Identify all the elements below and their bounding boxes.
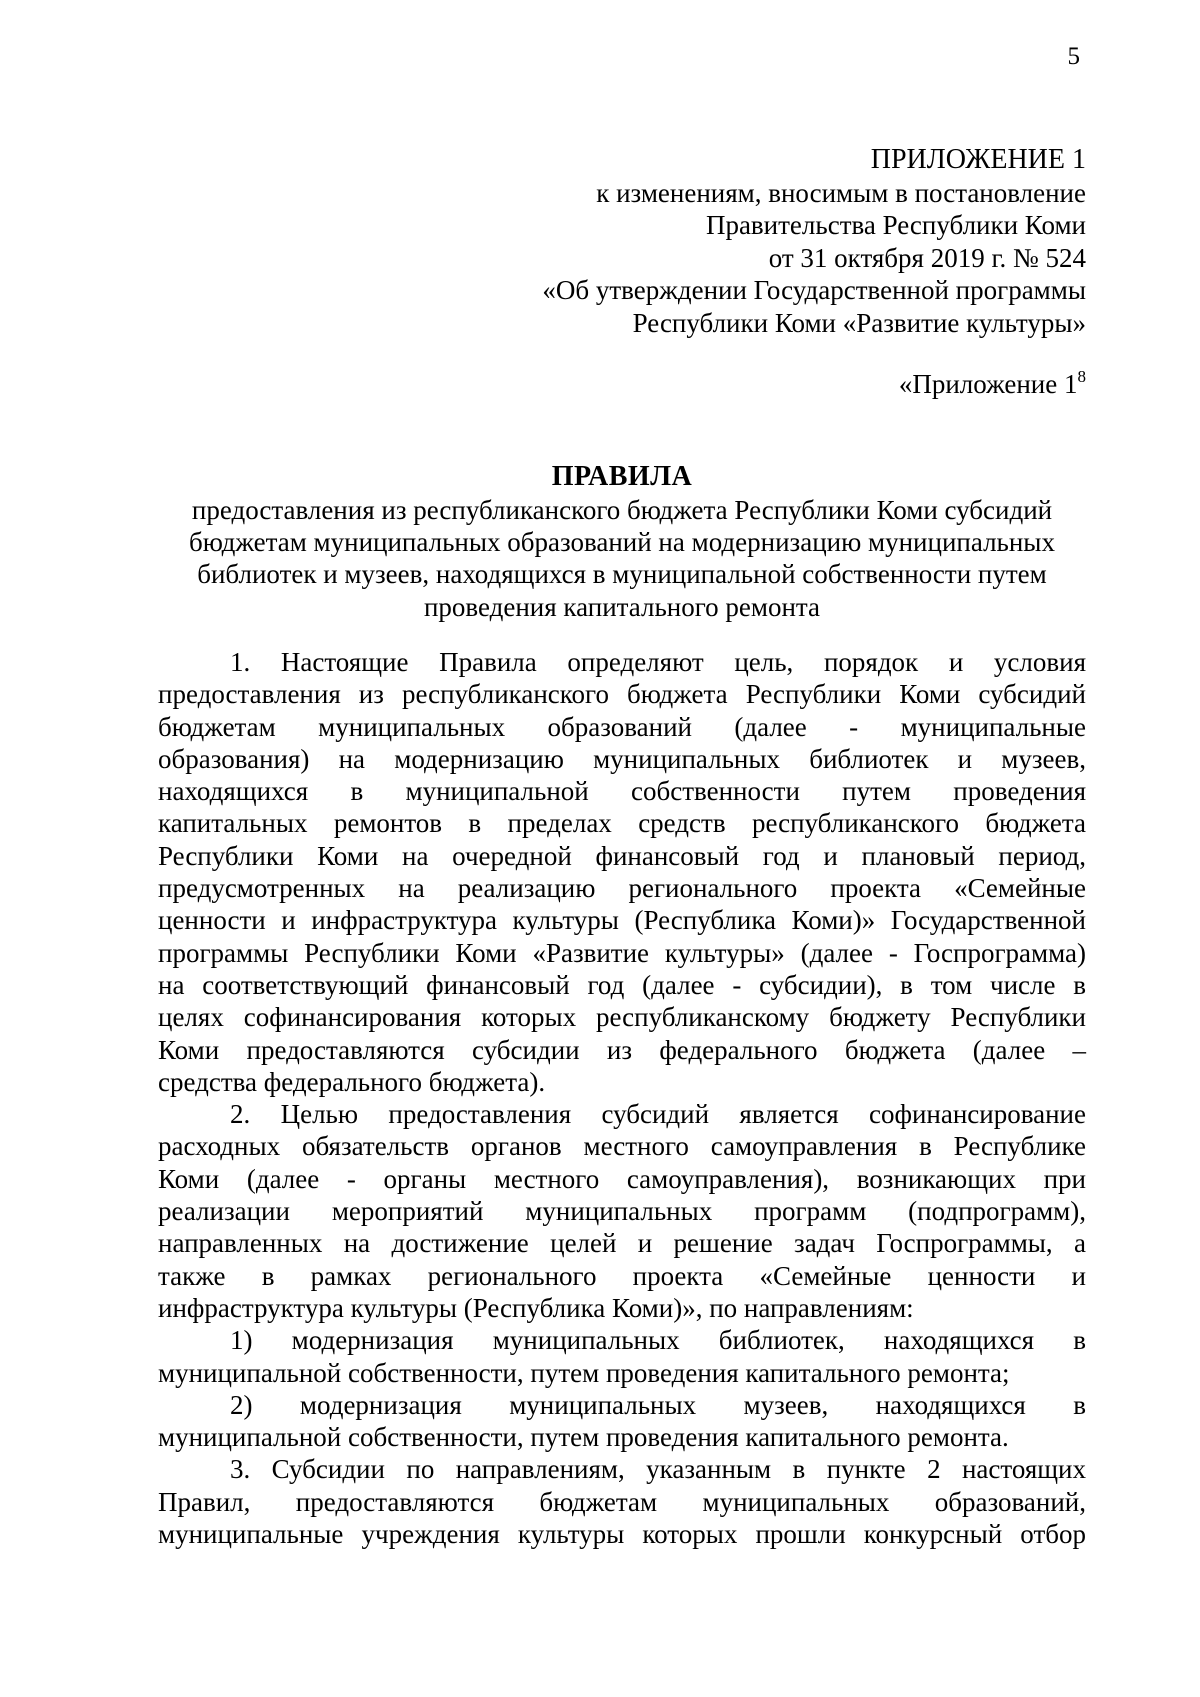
document-title: ПРАВИЛА bbox=[551, 461, 693, 492]
body-line: бюджетам муниципальных образований (далее - муниципальные bbox=[158, 711, 1086, 742]
appendix-reference-text: «Приложение 1 bbox=[898, 369, 1078, 399]
body-line: муниципальной собственности, путем проведения капитального ремонта; bbox=[158, 1357, 1010, 1388]
body-line: капитальных ремонтов в пределах средств республиканского бюджета bbox=[158, 808, 1086, 839]
appendix-reference-superscript: 8 bbox=[1077, 367, 1086, 386]
body-line: расходных обязательств органов местного самоуправления в Республике bbox=[158, 1131, 1086, 1162]
body-line: 1. Настоящие Правила определяют цель, порядок и условия bbox=[230, 647, 1086, 677]
body-line: ценности и инфраструктура культуры (Республика Коми)» Государственной bbox=[158, 905, 1086, 936]
appendix-header bbox=[420, 144, 1086, 339]
header-line: Правительства Республики Коми bbox=[705, 210, 1086, 240]
subtitle-line: библиотек и музеев, находящихся в муниципальной собственности путем bbox=[197, 559, 1047, 590]
body-line: программы Республики Коми «Развитие культуры» (далее - Госпрограмма) bbox=[158, 937, 1086, 968]
subtitle-line: проведения капитального ремонта bbox=[423, 591, 821, 622]
appendix-reference bbox=[600, 368, 1086, 400]
document-body bbox=[158, 646, 1086, 1550]
body-line: образования) на модернизацию муниципальных библиотек и музеев, bbox=[158, 743, 1086, 774]
body-line: предоставления из республиканского бюджета Республики Коми субсидий bbox=[158, 679, 1086, 710]
body-line: предусмотренных на реализацию регионального проекта «Семейные bbox=[158, 873, 1086, 904]
body-line: реализации мероприятий муниципальных программ (подпрограмм), bbox=[158, 1196, 1086, 1227]
body-line: Коми (далее - органы местного самоуправления), возникающих при bbox=[158, 1163, 1086, 1194]
subtitle-line: предоставления из республиканского бюджета Республики Коми субсидий bbox=[191, 495, 1053, 525]
body-line: Республики Коми на очередной финансовый год и плановый период, bbox=[158, 840, 1086, 871]
body-line: направленных на достижение целей и решение задач Госпрограммы, а bbox=[158, 1228, 1086, 1259]
body-line: находящихся в муниципальной собственности путем проведения bbox=[158, 776, 1086, 807]
header-line: ПРИЛОЖЕНИЕ 1 bbox=[870, 144, 1086, 175]
body-line: на соответствующий финансовый год (далее - субсидии), в том числе в bbox=[158, 969, 1086, 1000]
page-number: 5 bbox=[1067, 43, 1080, 70]
body-line: также в рамках регионального проекта «Семейные ценности и bbox=[158, 1260, 1086, 1291]
body-line: муниципальные учреждения культуры которых прошли конкурсный отбор bbox=[158, 1519, 1086, 1550]
header-line: от 31 октября 2019 г. № 524 bbox=[768, 242, 1086, 273]
document-subtitle bbox=[158, 494, 1086, 623]
body-line: 2) модернизация муниципальных музеев, находящихся в bbox=[230, 1389, 1086, 1420]
body-line: целях софинансирования которых республиканскому бюджету Республики bbox=[158, 1002, 1086, 1033]
body-line: Коми предоставляются субсидии из федерального бюджета (далее – bbox=[158, 1034, 1086, 1065]
header-line: Республики Коми «Развитие культуры» bbox=[632, 307, 1086, 338]
header-line: к изменениям, вносимым в постановление bbox=[596, 177, 1086, 208]
body-line: 3. Субсидии по направлениям, указанным в пункте 2 настоящих bbox=[230, 1454, 1086, 1485]
header-line: «Об утверждении Государственной программы bbox=[542, 275, 1086, 305]
subtitle-line: бюджетам муниципальных образований на модернизацию муниципальных bbox=[189, 527, 1055, 558]
body-line: Правил, предоставляются бюджетам муниципальных образований, bbox=[158, 1486, 1086, 1517]
body-line: 1) модернизация муниципальных библиотек, находящихся в bbox=[230, 1325, 1086, 1356]
body-line: инфраструктура культуры (Республика Коми)», по направлениям: bbox=[158, 1292, 914, 1323]
body-line: муниципальной собственности, путем проведения капитального ремонта. bbox=[158, 1422, 1009, 1453]
body-line: средства федерального бюджета). bbox=[158, 1066, 546, 1097]
body-line: 2. Целью предоставления субсидий является софинансирование bbox=[230, 1099, 1086, 1130]
